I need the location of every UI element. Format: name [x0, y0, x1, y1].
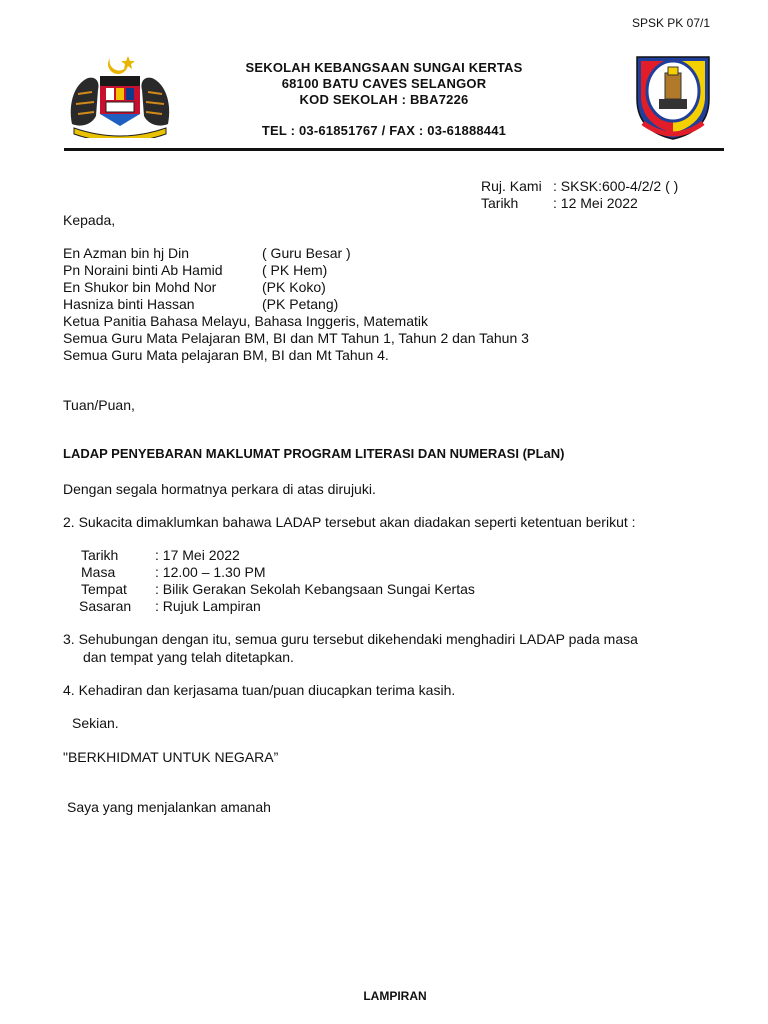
school-address: 68100 BATU CAVES SELANGOR: [281, 76, 487, 91]
paragraph-2: 2. Sukacita dimaklumkan bahawa LADAP tersebut akan diadakan seperti ketentuan berikut :: [63, 514, 636, 530]
ref-value: : SKSK:600-4/2/2 ( ): [553, 178, 679, 194]
recipient-name: En Azman bin hj Din: [63, 245, 190, 261]
detail-label: Masa: [81, 564, 116, 580]
intro-paragraph: Dengan segala hormatnya perkara di atas dirujuki.: [63, 481, 376, 497]
paragraph-4: 4. Kehadiran dan kerjasama tuan/puan diucapkan terima kasih.: [63, 682, 456, 698]
detail-value: : Bilik Gerakan Sekolah Kebangsaan Sungai Kertas: [155, 581, 475, 597]
detail-value: : 17 Mei 2022: [155, 547, 240, 563]
recipient-role: (PK Petang): [262, 296, 339, 312]
school-name: SEKOLAH KEBANGSAAN SUNGAI KERTAS: [245, 60, 523, 75]
recipient-group: Ketua Panitia Bahasa Melayu, Bahasa Inggeris, Matematik: [63, 313, 428, 329]
recipient-role: ( Guru Besar ): [262, 245, 351, 261]
paragraph-3-continued: dan tempat yang telah ditetapkan.: [83, 649, 294, 665]
recipient-group: Semua Guru Mata pelajaran BM, BI dan Mt Tahun 4.: [63, 347, 389, 363]
school-code: KOD SEKOLAH : BBA7226: [299, 92, 469, 107]
school-contact: TEL : 03-61851767 / FAX : 03-61888441: [261, 123, 507, 138]
recipient-role: (PK Koko): [262, 279, 326, 295]
signoff: Saya yang menjalankan amanah: [67, 799, 271, 815]
paragraph-3: 3. Sehubungan dengan itu, semua guru tersebut dikehendaki menghadiri LADAP pada masa: [63, 631, 638, 647]
recipient-name: En Shukor bin Mohd Nor: [63, 279, 217, 295]
ref-label: Ruj. Kami: [481, 178, 542, 194]
recipient-role: ( PK Hem): [262, 262, 328, 278]
date-label: Tarikh: [481, 195, 519, 211]
lampiran-heading: LAMPIRAN: [363, 989, 427, 1003]
detail-value: : Rujuk Lampiran: [155, 598, 261, 614]
detail-label: Sasaran: [79, 598, 132, 614]
detail-label: Tarikh: [81, 547, 119, 563]
date-value: : 12 Mei 2022: [553, 195, 638, 211]
recipient-name: Pn Noraini binti Ab Hamid: [63, 262, 223, 278]
document-code: SPSK PK 07/1: [631, 16, 710, 30]
recipient-name: Hasniza binti Hassan: [63, 296, 195, 312]
recipient-group: Semua Guru Mata Pelajaran BM, BI dan MT Tahun 1, Tahun 2 dan Tahun 3: [63, 330, 529, 346]
letter-subject: LADAP PENYEBARAN MAKLUMAT PROGRAM LITERASI DAN NUMERASI (PLaN): [63, 446, 565, 461]
recipient-salutation: Kepada,: [63, 212, 116, 228]
header-divider: [64, 148, 724, 151]
detail-value: : 12.00 – 1.30 PM: [155, 564, 266, 580]
detail-label: Tempat: [81, 581, 127, 597]
greeting: Tuan/Puan,: [63, 397, 135, 413]
school-badge-icon: [633, 53, 713, 141]
closing: Sekian.: [72, 715, 119, 731]
motto: "BERKHIDMAT UNTUK NEGARA”: [63, 749, 279, 765]
